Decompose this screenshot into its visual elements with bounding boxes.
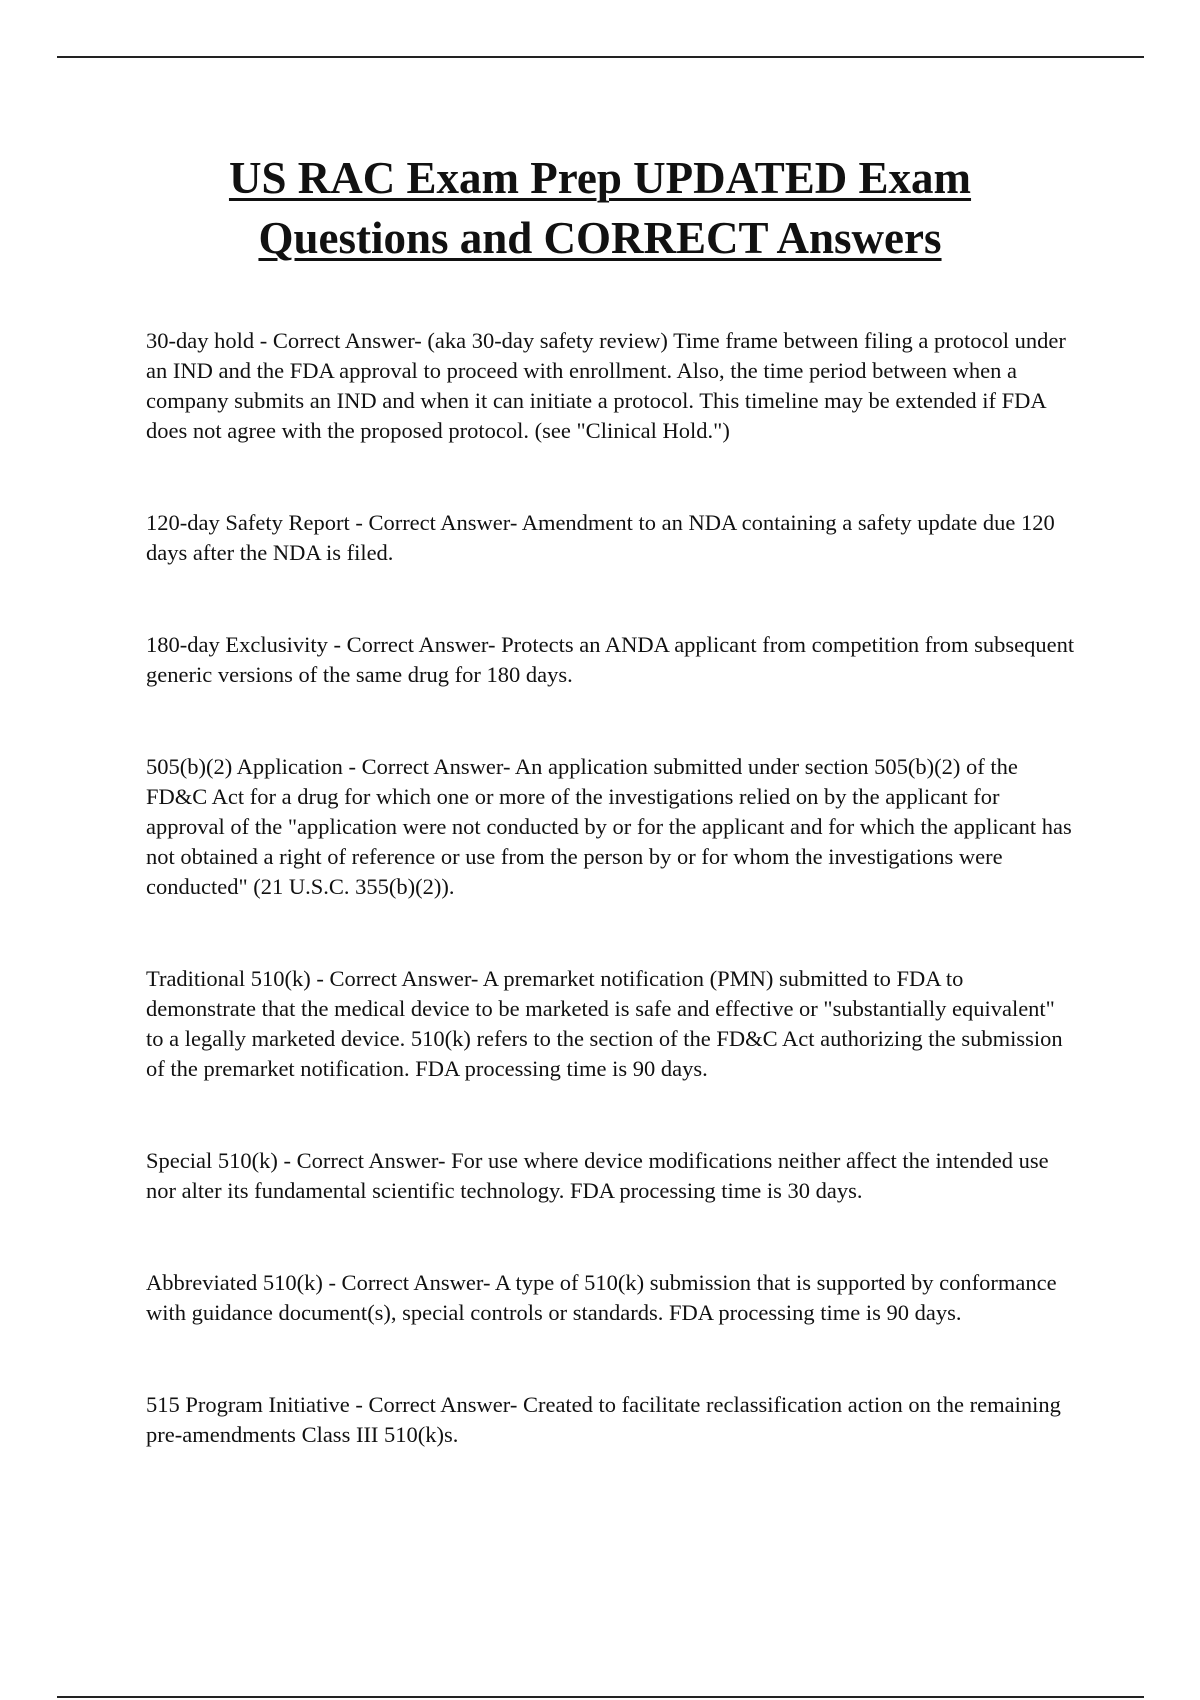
bottom-rule — [57, 1696, 1144, 1698]
title-line-2: Questions and CORRECT Answers — [258, 213, 942, 263]
qa-entry-180-day-exclusivity: 180-day Exclusivity - Correct Answer- Protects an ANDA applicant from competition from subsequent generic versions of the same drug for 180 days. — [146, 632, 1075, 687]
qa-entries — [146, 326, 1076, 1450]
qa-entry-traditional-510k: Traditional 510(k) - Correct Answer- A premarket notification (PMN) submitted to FDA to demonstrate that the medical device to be marketed is safe and effective or "substantially equivalent" to a legally marketed device. 510(k) refers to the section of the FD&C Act authorizing the submission of the premarket notification. FDA processing time is 90 days. — [146, 966, 1063, 1081]
qa-entry-30-day-hold: 30-day hold - Correct Answer- (aka 30-day safety review) Time frame between filing a protocol under an IND and the FDA approval to proceed with enrollment. Also, the time period between when a company submits an IND and when it can initiate a protocol. This timeline may be extended if FDA does not agree with the proposed protocol. (see "Clinical Hold.") — [146, 328, 1066, 443]
qa-entry-515-program-initiative: 515 Program Initiative - Correct Answer- Created to facilitate reclassification action on the remaining pre-amendments Class III 510(k)s. — [146, 1392, 1061, 1447]
qa-entry-special-510k: Special 510(k) - Correct Answer- For use where device modifications neither affect the intended use nor alter its fundamental scientific technology. FDA processing time is 30 days. — [146, 1148, 1049, 1203]
document-title — [100, 148, 1100, 268]
qa-entry-abbreviated-510k: Abbreviated 510(k) - Correct Answer- A type of 510(k) submission that is supported by conformance with guidance document(s), special controls or standards. FDA processing time is 90 days. — [146, 1270, 1057, 1325]
qa-entry-505b2-application: 505(b)(2) Application - Correct Answer- An application submitted under section 505(b)(2) of the FD&C Act for a drug for which one or more of the investigations relied on by the applicant for approval of the "application were not conducted by or for the applicant and for which the applicant has not obtained a right of reference or use from the person by or for whom the investigations were conducted" (21 U.S.C. 355(b)(2)). — [146, 754, 1072, 899]
qa-entry-120-day-safety-report: 120-day Safety Report - Correct Answer- Amendment to an NDA containing a safety update due 120 days after the NDA is filed. — [146, 510, 1055, 565]
top-rule — [57, 56, 1144, 58]
title-line-1: US RAC Exam Prep UPDATED Exam — [228, 153, 972, 203]
